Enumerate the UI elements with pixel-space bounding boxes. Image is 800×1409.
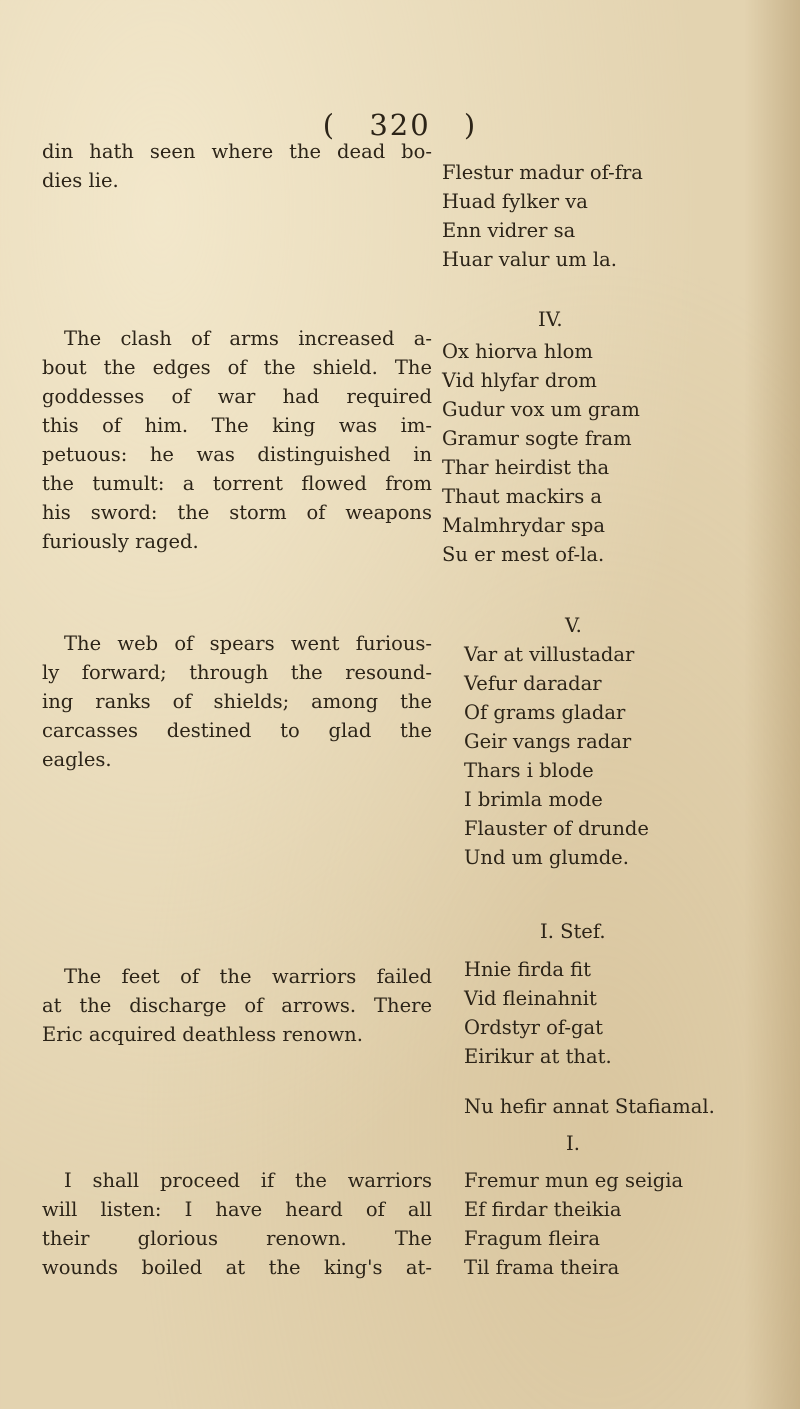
- stanza-heading: IV.: [538, 308, 563, 331]
- verse-stanza: Var at villustadar Vefur daradar Of grams gladar Geir vangs radar Thars i blode I brimla mode Flauster of drunde Und um glumde.: [464, 643, 649, 869]
- section-title: Nu hefir annat Stafiamal.: [464, 1095, 715, 1118]
- english-paragraph: I shall proceed if the warriors will listen: I have heard of all their glorious renown. The wounds boiled at the king's at-: [42, 1169, 432, 1279]
- verse-stanza: Fremur mun eg seigia Ef firdar theikia Fragum fleira Til frama theira: [464, 1169, 684, 1279]
- stanza-heading: I. Stef.: [540, 920, 606, 943]
- page-number: ( 320 ): [322, 108, 478, 142]
- verse-stanza: Ox hiorva hlom Vid hlyfar drom Gudur vox um gram Gramur sogte fram Thar heirdist tha Thaut mackirs a Malmhrydar spa Su er mest of-la.: [442, 340, 640, 566]
- english-paragraph: The feet of the warriors failed at the discharge of arrows. There Eric acquired deathless renown.: [42, 965, 432, 1046]
- verse-stanza: Hnie firda fit Vid fleinahnit Ordstyr of-gat Eirikur at that.: [464, 958, 612, 1068]
- english-paragraph: The clash of arms increased a- bout the edges of the shield. The goddesses of war had required this of him. The king was im- petuous: he was distinguished in the tumult: a torrent flowed from his sword: the storm of weapons furiously raged.: [42, 327, 432, 553]
- stanza-heading: I.: [566, 1132, 580, 1155]
- english-paragraph: din hath seen where the dead bo- dies lie.: [42, 140, 432, 192]
- verse-stanza: Flestur madur of-fra Huad fylker va Enn vidrer sa Huar valur um la.: [442, 161, 643, 271]
- stanza-heading: V.: [565, 614, 582, 637]
- english-paragraph: The web of spears went furious- ly forward; through the resound- ing ranks of shields; among the carcasses destined to glad the eagles.: [42, 632, 432, 771]
